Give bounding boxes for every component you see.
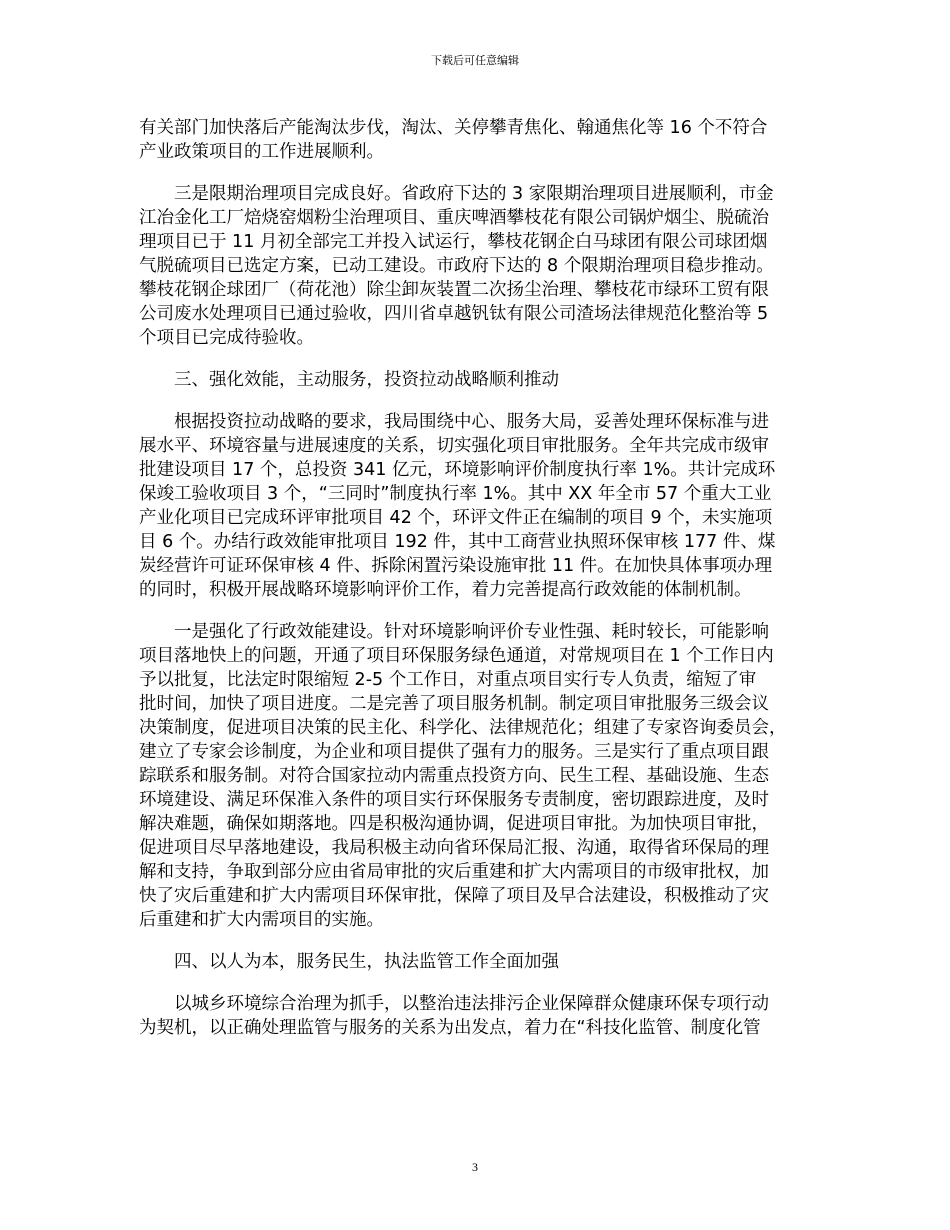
text-line: 三、强化效能，主动服务，投资拉动战略顺利推动 (174, 370, 559, 390)
text-line: 予以批复，比法定时限缩短 2-5 个工作日，对重点项目实行专人负责，缩短了审 (139, 670, 757, 690)
paragraph-1 (139, 116, 821, 164)
text-line: 有关部门加快落后产能淘汰步伐，淘汰、关停攀青焦化、翰通焦化等 16 个不符合 (139, 118, 768, 138)
text-line: 项目落地快上的问题，开通了项目环保服务绿色通道，对常规项目在 1 个工作日内 (139, 646, 774, 666)
text-line: 为契机，以正确处理监管与服务的关系为出发点，着力在“科技化监管、制度化管 (139, 1018, 761, 1038)
page-header: 下载后可任意编辑 (431, 54, 519, 67)
text-line: 炭经营许可证环保审核 4 件、拆除闲置污染设施审批 11 件。在加快具体事项办理 (139, 556, 773, 576)
text-line: 公司废水处理项目已通过验收，四川省卓越钒钛有限公司渣场法律规范化整治等 5 (139, 304, 769, 324)
text-line: 以城乡环境综合治理为抓手，以整治违法排污企业保障群众健康环保专项行动 (174, 994, 769, 1014)
paragraph-5 (139, 620, 821, 932)
paragraph-7 (139, 992, 821, 1040)
text-line: 的同时，积极开展战略环境影响评价工作，着力完善提高行政效能的体制机制。 (139, 580, 752, 600)
text-line: 产业政策项目的工作进展顺利。 (139, 142, 384, 162)
text-line: 解决难题，确保如期落地。四是积极沟通协调，促进项目审批。为加快项目审批， (139, 814, 769, 834)
text-line: 促进项目尽早落地建设，我局积极主动向省环保局汇报、沟通，取得省环保局的理 (139, 838, 769, 858)
section-heading-3 (139, 368, 821, 392)
text-line: 后重建和扩大内需项目的实施。 (139, 910, 384, 930)
text-line: 保竣工验收项目 3 个，“三同时”制度执行率 1%。其中 XX 年全市 57 个重大工业 (139, 484, 772, 504)
text-line: 个项目已完成待验收。 (139, 328, 314, 348)
text-line: 批建设项目 17 个，总投资 341 亿元，环境影响评价制度执行率 1%。共计完成环 (139, 460, 776, 480)
text-line: 决策制度，促进项目决策的民主化、科学化、法律规范化；组建了专家咨询委员会， (139, 718, 787, 738)
page-number: 3 (472, 1160, 478, 1174)
text-line: 四、以人为本，服务民生，执法监管工作全面加强 (174, 952, 559, 972)
document-body (139, 116, 821, 1040)
text-line: 踪联系和服务制。对符合国家拉动内需重点投资方向、民生工程、基础设施、生态 (139, 766, 769, 786)
text-line: 快了灾后重建和扩大内需项目环保审批，保障了项目及早合法建设，积极推动了灾 (139, 886, 769, 906)
text-line: 气脱硫项目已选定方案，已动工建设。市政府下达的 8 个限期治理项目稳步推动。 (139, 256, 774, 276)
text-line: 三是限期治理项目完成良好。省政府下达的 3 家限期治理项目进展顺利，市金 (174, 184, 774, 204)
text-line: 理项目已于 11 月初全部完工并投入试运行，攀枝花钢企白马球团有限公司球团烟 (139, 232, 768, 252)
text-line: 展水平、环境容量与进展速度的关系，切实强化项目审批服务。全年共完成市级审 (139, 436, 769, 456)
text-line: 一是强化了行政效能建设。针对环境影响评价专业性强、耗时较长，可能影响 (174, 622, 769, 642)
text-line: 建立了专家会诊制度，为企业和项目提供了强有力的服务。三是实行了重点项目跟 (139, 742, 769, 762)
text-line: 江冶金化工厂焙烧窑烟粉尘治理项目、重庆啤酒攀枝花有限公司锅炉烟尘、脱硫治 (139, 208, 769, 228)
text-line: 攀枝花钢企球团厂（荷花池）除尘卸灰装置二次扬尘治理、攀枝花市绿环工贸有限 (139, 280, 769, 300)
text-line: 根据投资拉动战略的要求，我局围绕中心、服务大局，妥善处理环保标准与进 (174, 412, 769, 432)
text-line: 解和支持，争取到部分应由省局审批的灾后重建和扩大内需项目的市级审批权，加 (139, 862, 769, 882)
section-heading-4 (139, 950, 821, 974)
text-line: 批时间，加快了项目进度。二是完善了项目服务机制。制定项目审批服务三级会议 (139, 694, 769, 714)
paragraph-4 (139, 410, 821, 602)
text-line: 目 6 个。办结行政效能审批项目 192 件，其中工商营业执照环保审核 177 件、煤 (139, 532, 776, 552)
paragraph-2 (139, 182, 821, 350)
text-line: 产业化项目已完成环评审批项目 42 个，环评文件正在编制的项目 9 个，未实施项 (139, 508, 773, 528)
text-line: 环境建设、满足环保准入条件的项目实行环保服务专责制度，密切跟踪进度，及时 (139, 790, 769, 810)
